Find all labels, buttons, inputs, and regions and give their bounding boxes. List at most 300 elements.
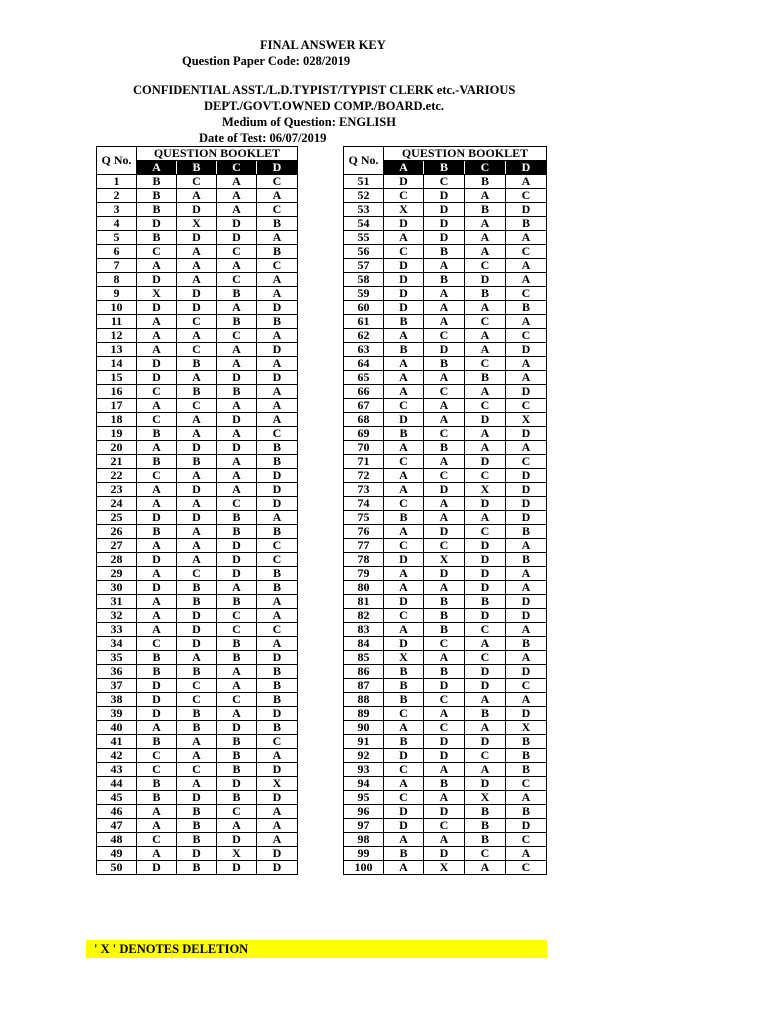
answer-booklet-c: B [217, 791, 257, 805]
answer-row [97, 819, 298, 833]
answer-booklet-d: A [506, 357, 547, 371]
answer-booklet-a: D [137, 553, 177, 567]
answer-booklet-d: B [506, 735, 547, 749]
answer-booklet-a: A [137, 623, 177, 637]
question-number: 70 [344, 441, 384, 455]
answer-booklet-d: D [506, 595, 547, 609]
answer-booklet-b: B [424, 441, 465, 455]
answer-booklet-c: A [465, 245, 506, 259]
answer-booklet-d: A [506, 231, 547, 245]
answer-booklet-c: C [465, 399, 506, 413]
answer-booklet-d: B [257, 441, 298, 455]
answer-booklet-c: A [465, 189, 506, 203]
answer-booklet-a: B [384, 679, 424, 693]
answer-booklet-b: A [424, 315, 465, 329]
answer-booklet-a: A [137, 259, 177, 273]
question-number: 96 [344, 805, 384, 819]
answer-row [97, 287, 298, 301]
answer-booklet-b: A [177, 777, 217, 791]
question-number: 5 [97, 231, 137, 245]
answer-booklet-d: C [257, 539, 298, 553]
answer-row [344, 427, 547, 441]
answer-row [344, 805, 547, 819]
answer-booklet-a: D [384, 217, 424, 231]
page-title: FINAL ANSWER KEY [260, 38, 386, 52]
answer-row [97, 259, 298, 273]
answer-booklet-b: A [177, 189, 217, 203]
answer-booklet-d: B [257, 245, 298, 259]
answer-booklet-d: B [257, 665, 298, 679]
answer-booklet-d: C [506, 679, 547, 693]
answer-booklet-a: D [384, 819, 424, 833]
answer-row [344, 483, 547, 497]
answer-booklet-b: C [177, 567, 217, 581]
answer-booklet-d: D [506, 497, 547, 511]
answer-booklet-b: B [424, 777, 465, 791]
answer-booklet-d: B [257, 567, 298, 581]
answer-booklet-b: B [177, 861, 217, 875]
answer-booklet-b: B [424, 595, 465, 609]
question-number: 17 [97, 399, 137, 413]
answer-booklet-d: C [257, 735, 298, 749]
question-number: 24 [97, 497, 137, 511]
answer-booklet-b: B [424, 665, 465, 679]
answer-booklet-b: A [424, 651, 465, 665]
answer-booklet-d: A [506, 371, 547, 385]
answer-booklet-a: A [384, 441, 424, 455]
answer-booklet-d: C [506, 833, 547, 847]
answer-booklet-c: A [217, 483, 257, 497]
answer-booklet-a: D [137, 581, 177, 595]
answer-booklet-c: A [217, 399, 257, 413]
answer-booklet-c: B [465, 707, 506, 721]
answer-booklet-b: C [177, 343, 217, 357]
answer-row [97, 721, 298, 735]
answer-row [97, 679, 298, 693]
question-number: 29 [97, 567, 137, 581]
answer-booklet-c: A [217, 679, 257, 693]
answer-booklet-b: A [424, 399, 465, 413]
answer-booklet-a: A [384, 567, 424, 581]
question-number: 31 [97, 595, 137, 609]
answer-booklet-c: A [217, 455, 257, 469]
answer-booklet-d: X [506, 721, 547, 735]
question-number: 36 [97, 665, 137, 679]
answer-row [344, 399, 547, 413]
question-number: 77 [344, 539, 384, 553]
answer-booklet-a: X [384, 203, 424, 217]
answer-row [97, 777, 298, 791]
answer-booklet-a: D [137, 371, 177, 385]
answer-booklet-d: A [257, 609, 298, 623]
answer-row [97, 595, 298, 609]
booklet-col-b: B [424, 161, 465, 175]
answer-booklet-b: A [177, 413, 217, 427]
deletion-note: ' X ' DENOTES DELETION [86, 940, 547, 958]
question-number: 78 [344, 553, 384, 567]
answer-booklet-b: B [177, 385, 217, 399]
question-number: 27 [97, 539, 137, 553]
answer-booklet-a: C [384, 497, 424, 511]
question-number: 97 [344, 819, 384, 833]
question-number: 76 [344, 525, 384, 539]
answer-booklet-d: A [257, 511, 298, 525]
answer-row [344, 413, 547, 427]
answer-booklet-b: C [424, 427, 465, 441]
answer-booklet-a: A [384, 721, 424, 735]
answer-booklet-c: D [217, 553, 257, 567]
answer-row [97, 245, 298, 259]
answer-booklet-c: A [217, 203, 257, 217]
answer-booklet-c: D [217, 777, 257, 791]
answer-booklet-a: A [384, 581, 424, 595]
answer-row [344, 287, 547, 301]
question-number: 34 [97, 637, 137, 651]
question-number: 48 [97, 833, 137, 847]
question-number: 79 [344, 567, 384, 581]
answer-booklet-a: D [137, 707, 177, 721]
answer-booklet-d: B [257, 679, 298, 693]
answer-row [97, 455, 298, 469]
question-number: 57 [344, 259, 384, 273]
answer-booklet-b: X [177, 217, 217, 231]
question-number: 91 [344, 735, 384, 749]
question-number: 90 [344, 721, 384, 735]
test-date-value: 06/07/2019 [269, 131, 327, 145]
answer-row [344, 455, 547, 469]
answer-booklet-d: A [506, 273, 547, 287]
answer-booklet-c: B [217, 511, 257, 525]
question-number: 52 [344, 189, 384, 203]
answer-row [344, 581, 547, 595]
answer-row [97, 217, 298, 231]
answer-booklet-b: A [177, 371, 217, 385]
answer-booklet-c: B [465, 833, 506, 847]
answer-booklet-b: D [424, 231, 465, 245]
answer-booklet-d: D [257, 343, 298, 357]
answer-booklet-d: C [257, 175, 298, 189]
answer-booklet-a: D [384, 301, 424, 315]
answer-booklet-b: A [177, 735, 217, 749]
answer-booklet-c: A [465, 343, 506, 357]
answer-booklet-c: B [217, 749, 257, 763]
answer-booklet-a: B [137, 175, 177, 189]
answer-booklet-d: B [506, 525, 547, 539]
answer-booklet-d: D [506, 385, 547, 399]
answer-booklet-a: A [137, 609, 177, 623]
answer-booklet-c: D [217, 833, 257, 847]
question-number: 87 [344, 679, 384, 693]
answer-booklet-c: D [217, 721, 257, 735]
question-number: 33 [97, 623, 137, 637]
answer-table-left [96, 146, 298, 875]
answer-booklet-b: B [177, 665, 217, 679]
answer-rows-left [97, 175, 298, 875]
answer-booklet-a: B [384, 427, 424, 441]
answer-booklet-b: C [177, 315, 217, 329]
answer-booklet-b: D [177, 637, 217, 651]
answer-booklet-a: C [384, 245, 424, 259]
answer-booklet-d: D [506, 819, 547, 833]
answer-booklet-d: B [257, 315, 298, 329]
question-number: 89 [344, 707, 384, 721]
answer-booklet-d: D [506, 203, 547, 217]
question-number: 15 [97, 371, 137, 385]
answer-booklet-d: A [506, 791, 547, 805]
question-number: 88 [344, 693, 384, 707]
answer-booklet-a: A [384, 385, 424, 399]
answer-row [344, 553, 547, 567]
answer-row [344, 441, 547, 455]
answer-booklet-b: D [424, 735, 465, 749]
answer-booklet-d: A [506, 623, 547, 637]
answer-row [97, 329, 298, 343]
question-number: 3 [97, 203, 137, 217]
answer-booklet-a: A [384, 371, 424, 385]
answer-booklet-d: A [506, 581, 547, 595]
answer-booklet-c: A [465, 861, 506, 875]
answer-booklet-b: C [177, 399, 217, 413]
answer-booklet-a: C [137, 763, 177, 777]
booklet-col-a: A [384, 161, 424, 175]
answer-booklet-d: D [257, 763, 298, 777]
answer-row [344, 637, 547, 651]
booklet-col-a: A [137, 161, 177, 175]
answer-booklet-b: C [424, 693, 465, 707]
answer-booklet-a: C [384, 791, 424, 805]
answer-booklet-c: D [465, 455, 506, 469]
question-number: 95 [344, 791, 384, 805]
answer-booklet-c: A [465, 231, 506, 245]
answer-booklet-b: B [177, 819, 217, 833]
post-name-line-1: CONFIDENTIAL ASST./L.D.TYPIST/TYPIST CLERK etc.-VARIOUS [133, 83, 516, 97]
answer-row [344, 301, 547, 315]
answer-booklet-a: C [137, 413, 177, 427]
answer-booklet-a: B [384, 693, 424, 707]
answer-row [97, 707, 298, 721]
answer-booklet-a: B [137, 525, 177, 539]
answer-booklet-c: D [217, 441, 257, 455]
answer-booklet-a: D [384, 637, 424, 651]
answer-booklet-c: C [217, 623, 257, 637]
answer-booklet-a: X [384, 651, 424, 665]
answer-booklet-d: C [257, 553, 298, 567]
answer-booklet-d: A [506, 315, 547, 329]
answer-row [97, 609, 298, 623]
question-number: 30 [97, 581, 137, 595]
post-name-line-2: DEPT./GOVT.OWNED COMP./BOARD.etc. [204, 99, 445, 113]
answer-booklet-a: A [137, 441, 177, 455]
answer-booklet-a: B [137, 791, 177, 805]
answer-row [344, 245, 547, 259]
question-number: 11 [97, 315, 137, 329]
answer-booklet-c: A [465, 385, 506, 399]
answer-booklet-a: B [384, 343, 424, 357]
answer-booklet-a: C [137, 833, 177, 847]
answer-booklet-b: C [177, 763, 217, 777]
answer-booklet-d: B [506, 763, 547, 777]
answer-row [97, 189, 298, 203]
question-number: 67 [344, 399, 384, 413]
answer-row [344, 385, 547, 399]
answer-booklet-d: A [506, 567, 547, 581]
question-number: 35 [97, 651, 137, 665]
answer-rows-right [344, 175, 547, 875]
answer-booklet-a: B [137, 777, 177, 791]
answer-booklet-a: A [137, 343, 177, 357]
answer-booklet-b: A [424, 371, 465, 385]
answer-booklet-b: D [424, 343, 465, 357]
answer-booklet-b: C [424, 469, 465, 483]
answer-booklet-a: A [384, 329, 424, 343]
answer-booklet-c: A [465, 217, 506, 231]
answer-row [344, 273, 547, 287]
answer-row [97, 175, 298, 189]
answer-booklet-d: X [257, 777, 298, 791]
answer-booklet-a: A [137, 567, 177, 581]
question-number: 14 [97, 357, 137, 371]
qno-header: Q No. [97, 147, 137, 175]
answer-booklet-a: D [137, 511, 177, 525]
answer-booklet-b: A [177, 427, 217, 441]
question-number: 37 [97, 679, 137, 693]
answer-booklet-b: D [177, 301, 217, 315]
question-number: 49 [97, 847, 137, 861]
question-number: 2 [97, 189, 137, 203]
answer-row [97, 301, 298, 315]
answer-row [344, 525, 547, 539]
answer-booklet-b: D [177, 287, 217, 301]
answer-booklet-d: A [506, 539, 547, 553]
question-number: 73 [344, 483, 384, 497]
answer-booklet-c: A [465, 763, 506, 777]
answer-booklet-d: D [257, 707, 298, 721]
question-number: 7 [97, 259, 137, 273]
answer-booklet-b: A [177, 525, 217, 539]
answer-booklet-c: C [217, 497, 257, 511]
question-number: 44 [97, 777, 137, 791]
answer-booklet-b: X [424, 861, 465, 875]
question-number: 71 [344, 455, 384, 469]
answer-booklet-b: D [177, 203, 217, 217]
answer-booklet-d: C [506, 189, 547, 203]
answer-booklet-d: D [257, 301, 298, 315]
answer-booklet-d: A [257, 805, 298, 819]
question-number: 65 [344, 371, 384, 385]
answer-booklet-a: D [384, 259, 424, 273]
answer-booklet-b: C [424, 721, 465, 735]
answer-booklet-a: D [384, 175, 424, 189]
answer-booklet-d: C [257, 203, 298, 217]
answer-booklet-c: A [217, 343, 257, 357]
answer-booklet-b: A [424, 511, 465, 525]
answer-booklet-a: A [137, 805, 177, 819]
answer-row [344, 763, 547, 777]
answer-booklet-b: D [424, 679, 465, 693]
answer-booklet-d: C [257, 427, 298, 441]
answer-row [344, 511, 547, 525]
answer-booklet-a: A [384, 861, 424, 875]
answer-booklet-d: D [257, 651, 298, 665]
answer-booklet-a: B [384, 315, 424, 329]
answer-booklet-b: C [424, 637, 465, 651]
answer-booklet-c: D [217, 539, 257, 553]
answer-booklet-b: B [424, 609, 465, 623]
answer-booklet-d: C [506, 861, 547, 875]
answer-booklet-a: D [384, 749, 424, 763]
answer-booklet-c: B [217, 637, 257, 651]
answer-row [344, 539, 547, 553]
answer-booklet-a: B [384, 735, 424, 749]
answer-booklet-c: C [217, 609, 257, 623]
question-number: 21 [97, 455, 137, 469]
answer-booklet-b: D [424, 847, 465, 861]
answer-booklet-d: D [506, 343, 547, 357]
answer-booklet-d: C [506, 245, 547, 259]
answer-booklet-a: D [137, 357, 177, 371]
answer-booklet-d: B [257, 721, 298, 735]
answer-booklet-d: C [257, 259, 298, 273]
answer-row [97, 861, 298, 875]
answer-booklet-d: D [257, 497, 298, 511]
answer-row [97, 763, 298, 777]
answer-booklet-a: D [137, 693, 177, 707]
question-number: 39 [97, 707, 137, 721]
test-date-line [199, 131, 326, 145]
answer-booklet-a: C [137, 245, 177, 259]
answer-booklet-d: D [257, 483, 298, 497]
answer-booklet-a: D [137, 301, 177, 315]
answer-booklet-a: C [137, 637, 177, 651]
answer-booklet-b: X [424, 553, 465, 567]
answer-row [344, 791, 547, 805]
question-number: 69 [344, 427, 384, 441]
question-number: 93 [344, 763, 384, 777]
answer-booklet-b: C [177, 679, 217, 693]
answer-booklet-a: C [384, 707, 424, 721]
answer-booklet-d: B [506, 217, 547, 231]
answer-row [97, 749, 298, 763]
answer-row [344, 595, 547, 609]
answer-row [344, 693, 547, 707]
answer-booklet-b: C [424, 385, 465, 399]
answer-row [97, 525, 298, 539]
question-number: 58 [344, 273, 384, 287]
answer-booklet-c: A [465, 427, 506, 441]
question-number: 45 [97, 791, 137, 805]
answer-booklet-b: A [424, 497, 465, 511]
answer-row [97, 203, 298, 217]
answer-booklet-d: X [506, 413, 547, 427]
booklet-col-c: C [465, 161, 506, 175]
answer-booklet-d: A [257, 833, 298, 847]
answer-booklet-c: A [217, 581, 257, 595]
answer-booklet-c: D [465, 567, 506, 581]
answer-booklet-d: A [257, 399, 298, 413]
answer-booklet-d: D [506, 665, 547, 679]
question-number: 85 [344, 651, 384, 665]
answer-row [97, 693, 298, 707]
answer-booklet-a: B [137, 427, 177, 441]
answer-booklet-d: B [506, 553, 547, 567]
answer-booklet-d: D [257, 371, 298, 385]
question-number: 20 [97, 441, 137, 455]
booklet-col-d: D [257, 161, 298, 175]
answer-booklet-a: A [137, 497, 177, 511]
answer-booklet-b: D [424, 805, 465, 819]
answer-row [97, 623, 298, 637]
answer-booklet-d: A [257, 385, 298, 399]
